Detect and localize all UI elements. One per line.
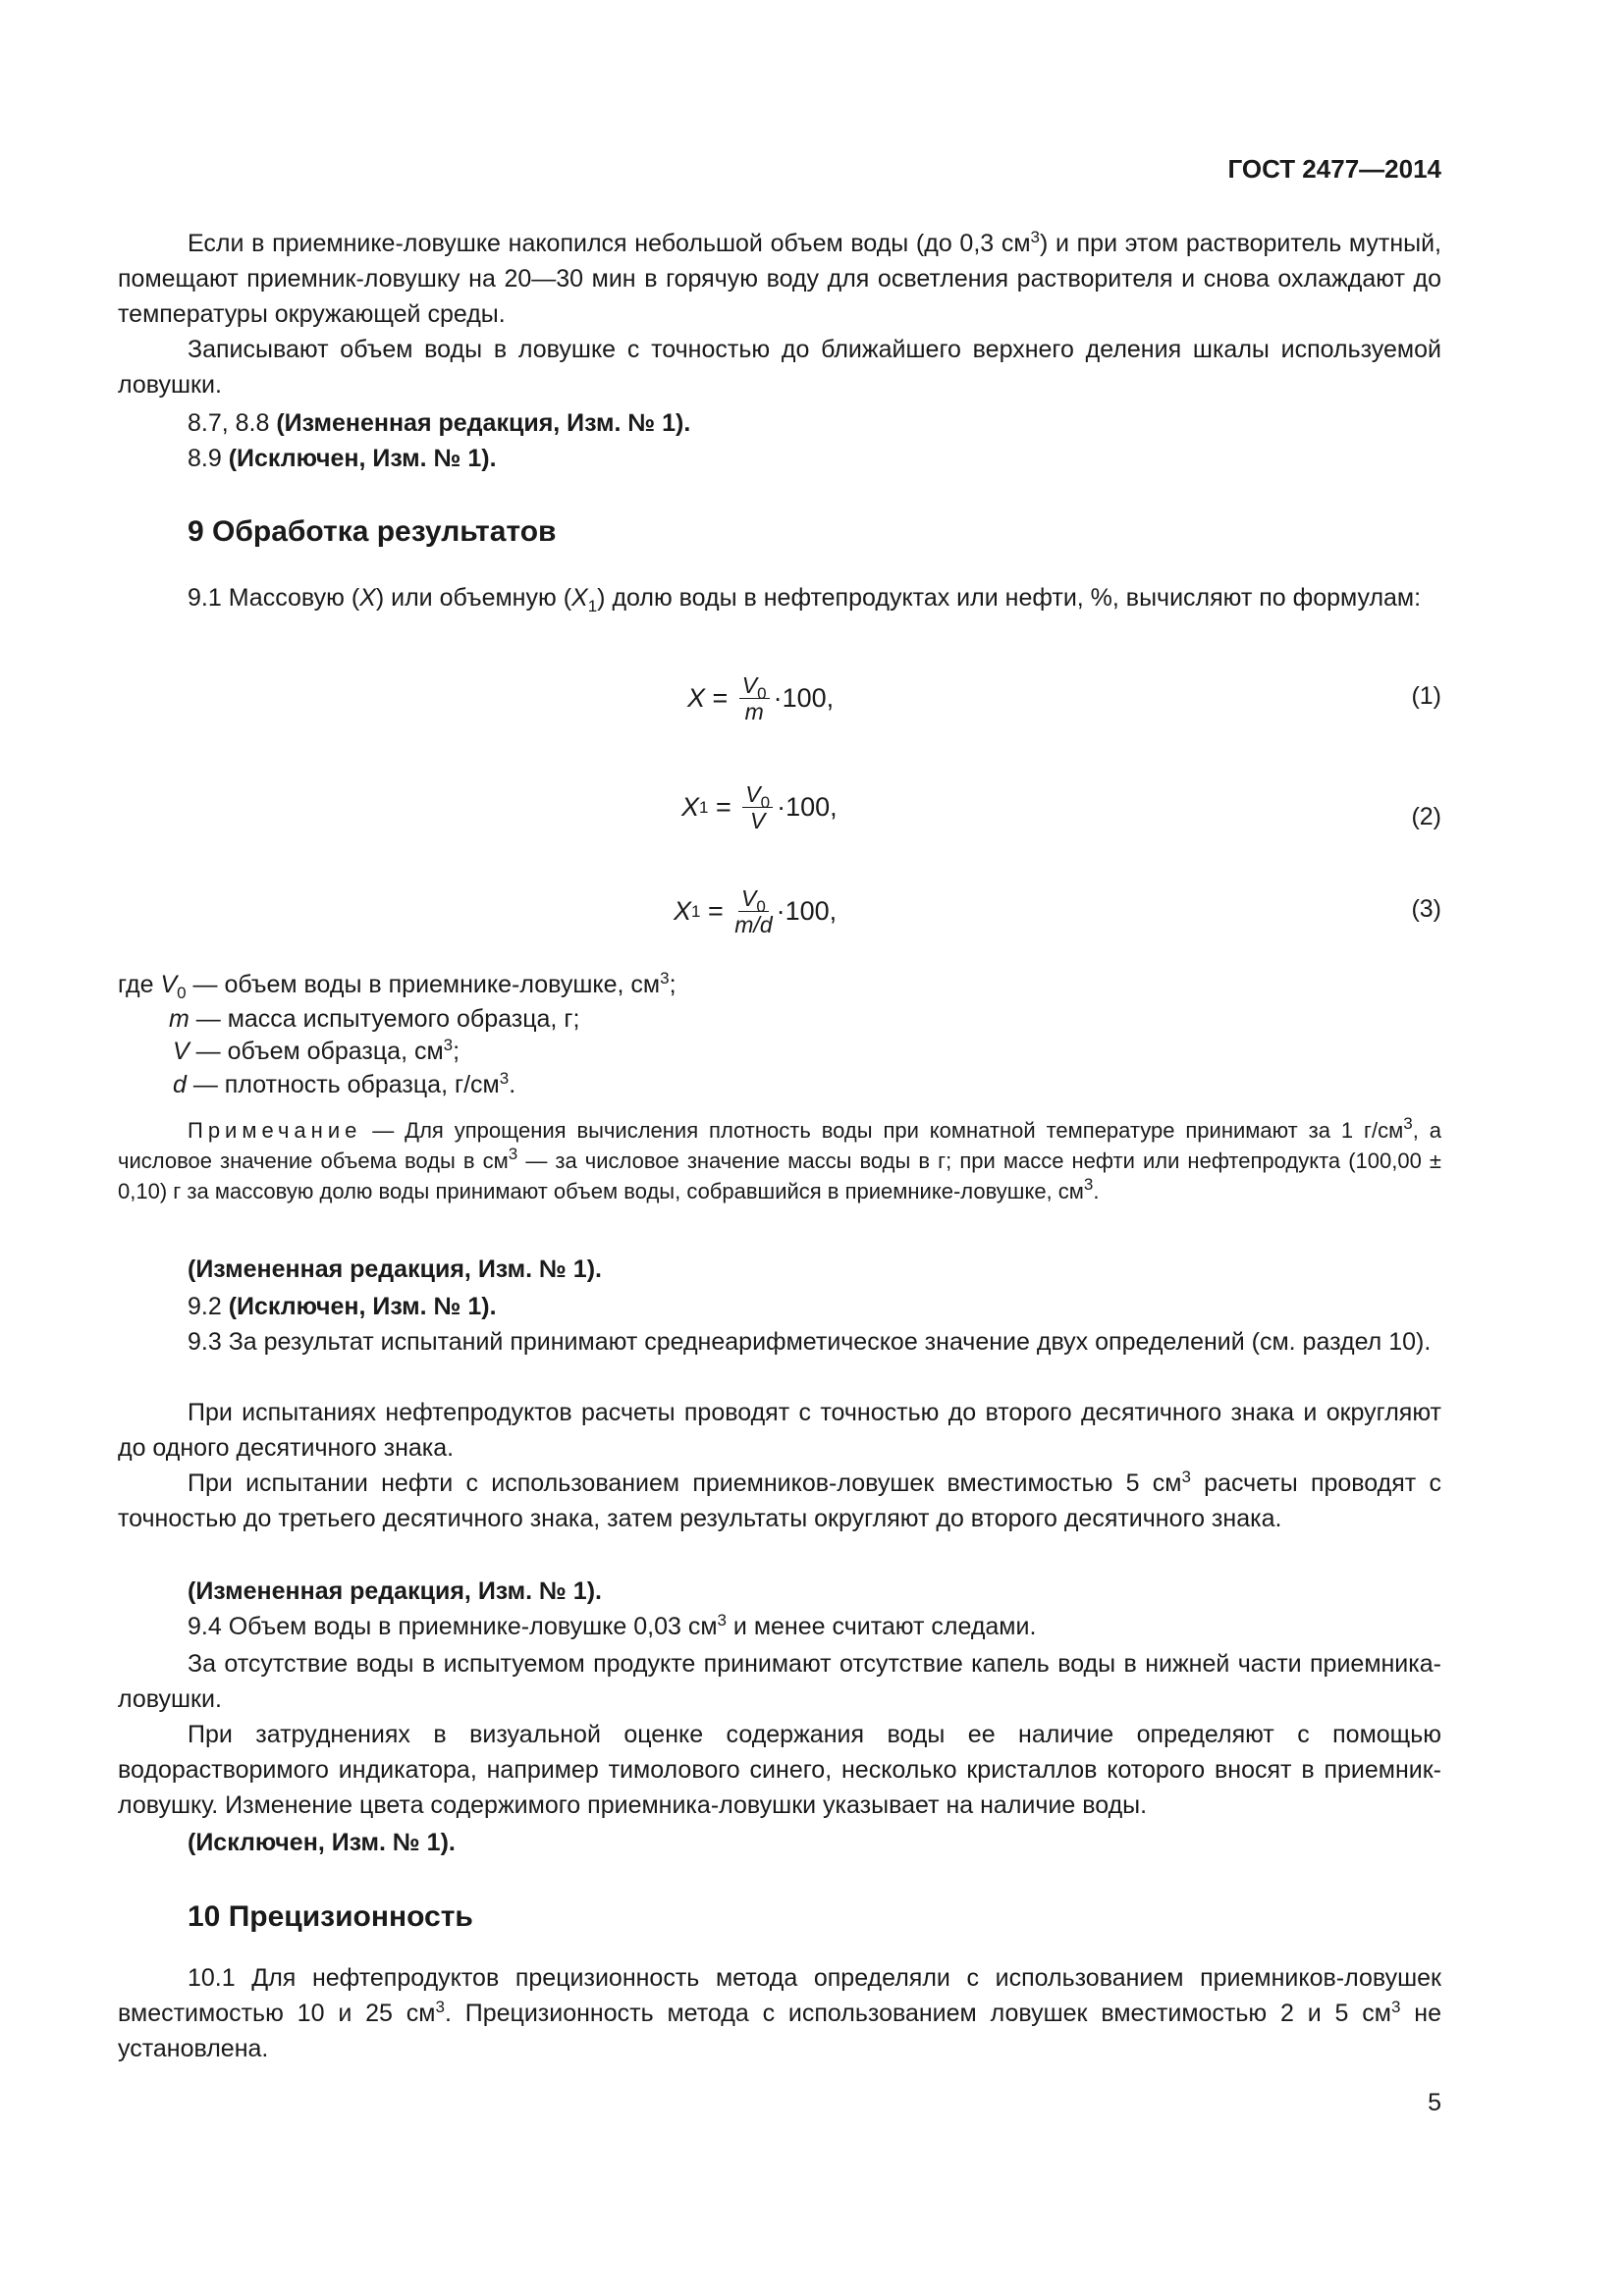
text-run: — за числовое значение массы воды в г; при массе нефти или нефтепродукта (100,00 ± 0,10) г за массовую долю воды принимают объем воды, собравшийся в приемнике-ловушке, см <box>118 1148 1441 1203</box>
paragraph <box>118 1395 1441 1466</box>
eq-fraction <box>742 781 773 833</box>
text-run-b: (Измененная редакция, Изм. № 1). <box>276 409 691 437</box>
text-run-i: V <box>160 971 178 998</box>
text-run-i: X <box>359 584 376 612</box>
text-run-sup: 3 <box>443 1036 454 1054</box>
page-number: 5 <box>1428 2089 1441 2116</box>
text-run: За отсутствие воды в испытуемом продукте принимают отсутствие капель воды в нижней части приемника-ловушки. <box>118 1650 1441 1713</box>
paragraph <box>118 1717 1441 1823</box>
text-run: , а числовое значение объема воды в см <box>118 1118 1441 1173</box>
text-run: — объем воды в приемнике-ловушке, см <box>186 971 661 998</box>
document-header: ГОСТ 2477—2014 <box>1227 154 1441 184</box>
text-run: 9 Обработка результатов <box>188 515 557 548</box>
paragraph <box>118 1646 1441 1717</box>
eq-numerator: $V_0$ <box>738 885 769 912</box>
text-run-sup: 3 <box>1030 228 1040 246</box>
text-run-i: V <box>173 1038 189 1065</box>
paragraph <box>118 1609 1441 1644</box>
text-run-sup: 3 <box>1083 1175 1094 1194</box>
text-run: — Для упрощения вычисления плотность воды при комнатной температуре принимают за 1 г/см <box>361 1118 1404 1143</box>
paragraph <box>118 226 1441 332</box>
equation-3: X 1 = $\frac{V_0}{m/d}$ ·100, <box>674 885 838 937</box>
text-run: 9.4 Объем воды в приемнике-ловушке 0,03 см <box>188 1613 718 1640</box>
paragraph <box>118 1825 1441 1860</box>
equation-number: (3) <box>1411 895 1441 923</box>
eq-denominator: V <box>750 808 766 833</box>
text-run-sup: 3 <box>1403 1114 1413 1133</box>
text-run: 10 Прецизионность <box>188 1900 473 1933</box>
text-run-b: (Исключен, Изм. № 1). <box>228 1293 497 1320</box>
eq-denominator: m/d <box>734 912 773 937</box>
text-run: При затруднениях в визуальной оценке содержания воды ее наличие определяют с помощью водорастворимого индикатора, например тимолового синего, несколько кристаллов которого вносят в приемник-ловушку. Изменение цвета содержимого приемника-ловушки указывает на наличие воды. <box>118 1721 1441 1819</box>
equation-2: X 1 = $\frac{V_0}{V}$ ·100, <box>681 781 838 833</box>
text-run-i: X <box>571 584 588 612</box>
paragraph <box>118 1324 1441 1360</box>
text-run: ) или объемную ( <box>375 584 572 612</box>
text-run: Записывают объем воды в ловушке с точностью до ближайшего верхнего деления шкалы используемой ловушки. <box>118 336 1441 399</box>
eq-lhs: X <box>681 792 700 822</box>
eq-equals: = <box>708 792 739 822</box>
text-run-sup: 3 <box>435 1998 445 2016</box>
eq-equals: = <box>700 896 731 926</box>
legend-line <box>118 967 1441 1002</box>
paragraph <box>118 1252 1441 1287</box>
text-run-b: (Исключен, Изм. № 1). <box>228 445 497 472</box>
text-run: 9.2 <box>188 1293 229 1320</box>
text-run-sub: 1 <box>587 597 598 615</box>
text-run: 8.9 <box>188 445 229 472</box>
text-run: не установлена. <box>118 2000 1442 2062</box>
legend-line <box>173 1067 515 1102</box>
text-run: 10.1 Для нефтепродуктов прецизионность метода определяли с использованием приемников-ловушек вместимостью 10 и 25 см <box>118 1964 1441 2027</box>
eq-factor: ·100, <box>776 896 838 926</box>
paragraph <box>118 1574 1441 1609</box>
text-run: и менее считают следами. <box>726 1613 1037 1640</box>
equation-1 <box>687 672 834 724</box>
text-run: расчеты проводят с точностью до третьего десятичного знака, затем результаты округляют до второго десятичного знака. <box>118 1469 1441 1532</box>
text-run-sup: 3 <box>1181 1468 1191 1486</box>
text-run: 8.7, 8.8 <box>188 409 277 437</box>
paragraph <box>118 1289 1441 1324</box>
text-run: где <box>118 971 161 998</box>
text-run-sup: 3 <box>508 1145 518 1163</box>
text-run: ; <box>669 971 677 998</box>
text-run: . Прецизионность метода с использованием ловушек вместимостью 2 и 5 см <box>444 2000 1391 2027</box>
text-run: ; <box>453 1038 460 1065</box>
text-run: — плотность образца, г/см <box>186 1071 500 1098</box>
text-run: 9.1 Массовую ( <box>188 584 360 612</box>
eq-lhs: X <box>687 683 706 713</box>
text-run: 9.3 За результат испытаний принимают среднеарифметическое значение двух определений (см. раздел 10). <box>188 1328 1432 1356</box>
paragraph <box>118 441 1441 476</box>
paragraph <box>118 405 1441 441</box>
eq-numerator: $V_0$ <box>742 781 773 808</box>
eq-numerator: $V_0$ <box>739 672 770 699</box>
legend-line <box>169 1001 579 1037</box>
text-run-i: d <box>173 1071 187 1098</box>
text-run-sup: 3 <box>660 969 670 988</box>
text-run-b: (Исключен, Изм. № 1). <box>188 1829 456 1856</box>
text-run: Если в приемнике-ловушке накопился небольшой объем воды (до 0,3 см <box>188 230 1031 257</box>
text-run-b: (Измененная редакция, Изм. № 1). <box>188 1255 602 1283</box>
text-run-sup: 3 <box>499 1069 510 1088</box>
text-run: . <box>509 1071 516 1098</box>
text-run: При испытании нефти с использованием приемников-ловушек вместимостью 5 см <box>188 1469 1182 1497</box>
text-run-i: m <box>169 1005 189 1033</box>
eq-factor: ·100, <box>777 792 838 822</box>
section-heading <box>188 1899 1511 1935</box>
text-run-b: (Измененная редакция, Изм. № 1). <box>188 1577 602 1605</box>
paragraph <box>118 580 1441 615</box>
text-run-sup: 3 <box>1390 1998 1401 2016</box>
eq-fraction <box>734 885 772 937</box>
paragraph <box>118 332 1441 402</box>
text-run: ) и при этом растворитель мутный, помещают приемник-ловушку на 20—30 мин в горячую воду для осветления растворителя и снова охлаждают до температуры окружающей среды. <box>118 230 1441 328</box>
text-run-sup: 3 <box>717 1611 727 1629</box>
eq-equals: = <box>705 683 735 713</box>
equation-number: (1) <box>1411 682 1441 710</box>
note-label: Примечание <box>188 1118 362 1143</box>
text-run: При испытаниях нефтепродуктов расчеты проводят с точностью до второго десятичного знака и округляют до одного десятичного знака. <box>118 1399 1441 1462</box>
text-run: — масса испытуемого образца, г; <box>189 1005 580 1033</box>
text-run: . <box>1093 1179 1100 1203</box>
paragraph <box>118 1960 1441 2066</box>
text-run: ) долю воды в нефтепродуктах или нефти, %, вычисляют по формулам: <box>597 584 1422 612</box>
eq-fraction <box>739 672 770 724</box>
equation-number: (2) <box>1411 803 1441 830</box>
section-heading <box>188 514 1511 550</box>
note <box>118 1115 1441 1206</box>
text-run-sub: 0 <box>177 984 187 1002</box>
paragraph <box>118 1466 1441 1536</box>
legend-line <box>173 1034 460 1069</box>
eq-factor: ·100, <box>773 683 835 713</box>
text-run: — объем образца, см <box>189 1038 444 1065</box>
eq-denominator: m <box>744 699 764 724</box>
eq-lhs: X <box>674 896 692 926</box>
